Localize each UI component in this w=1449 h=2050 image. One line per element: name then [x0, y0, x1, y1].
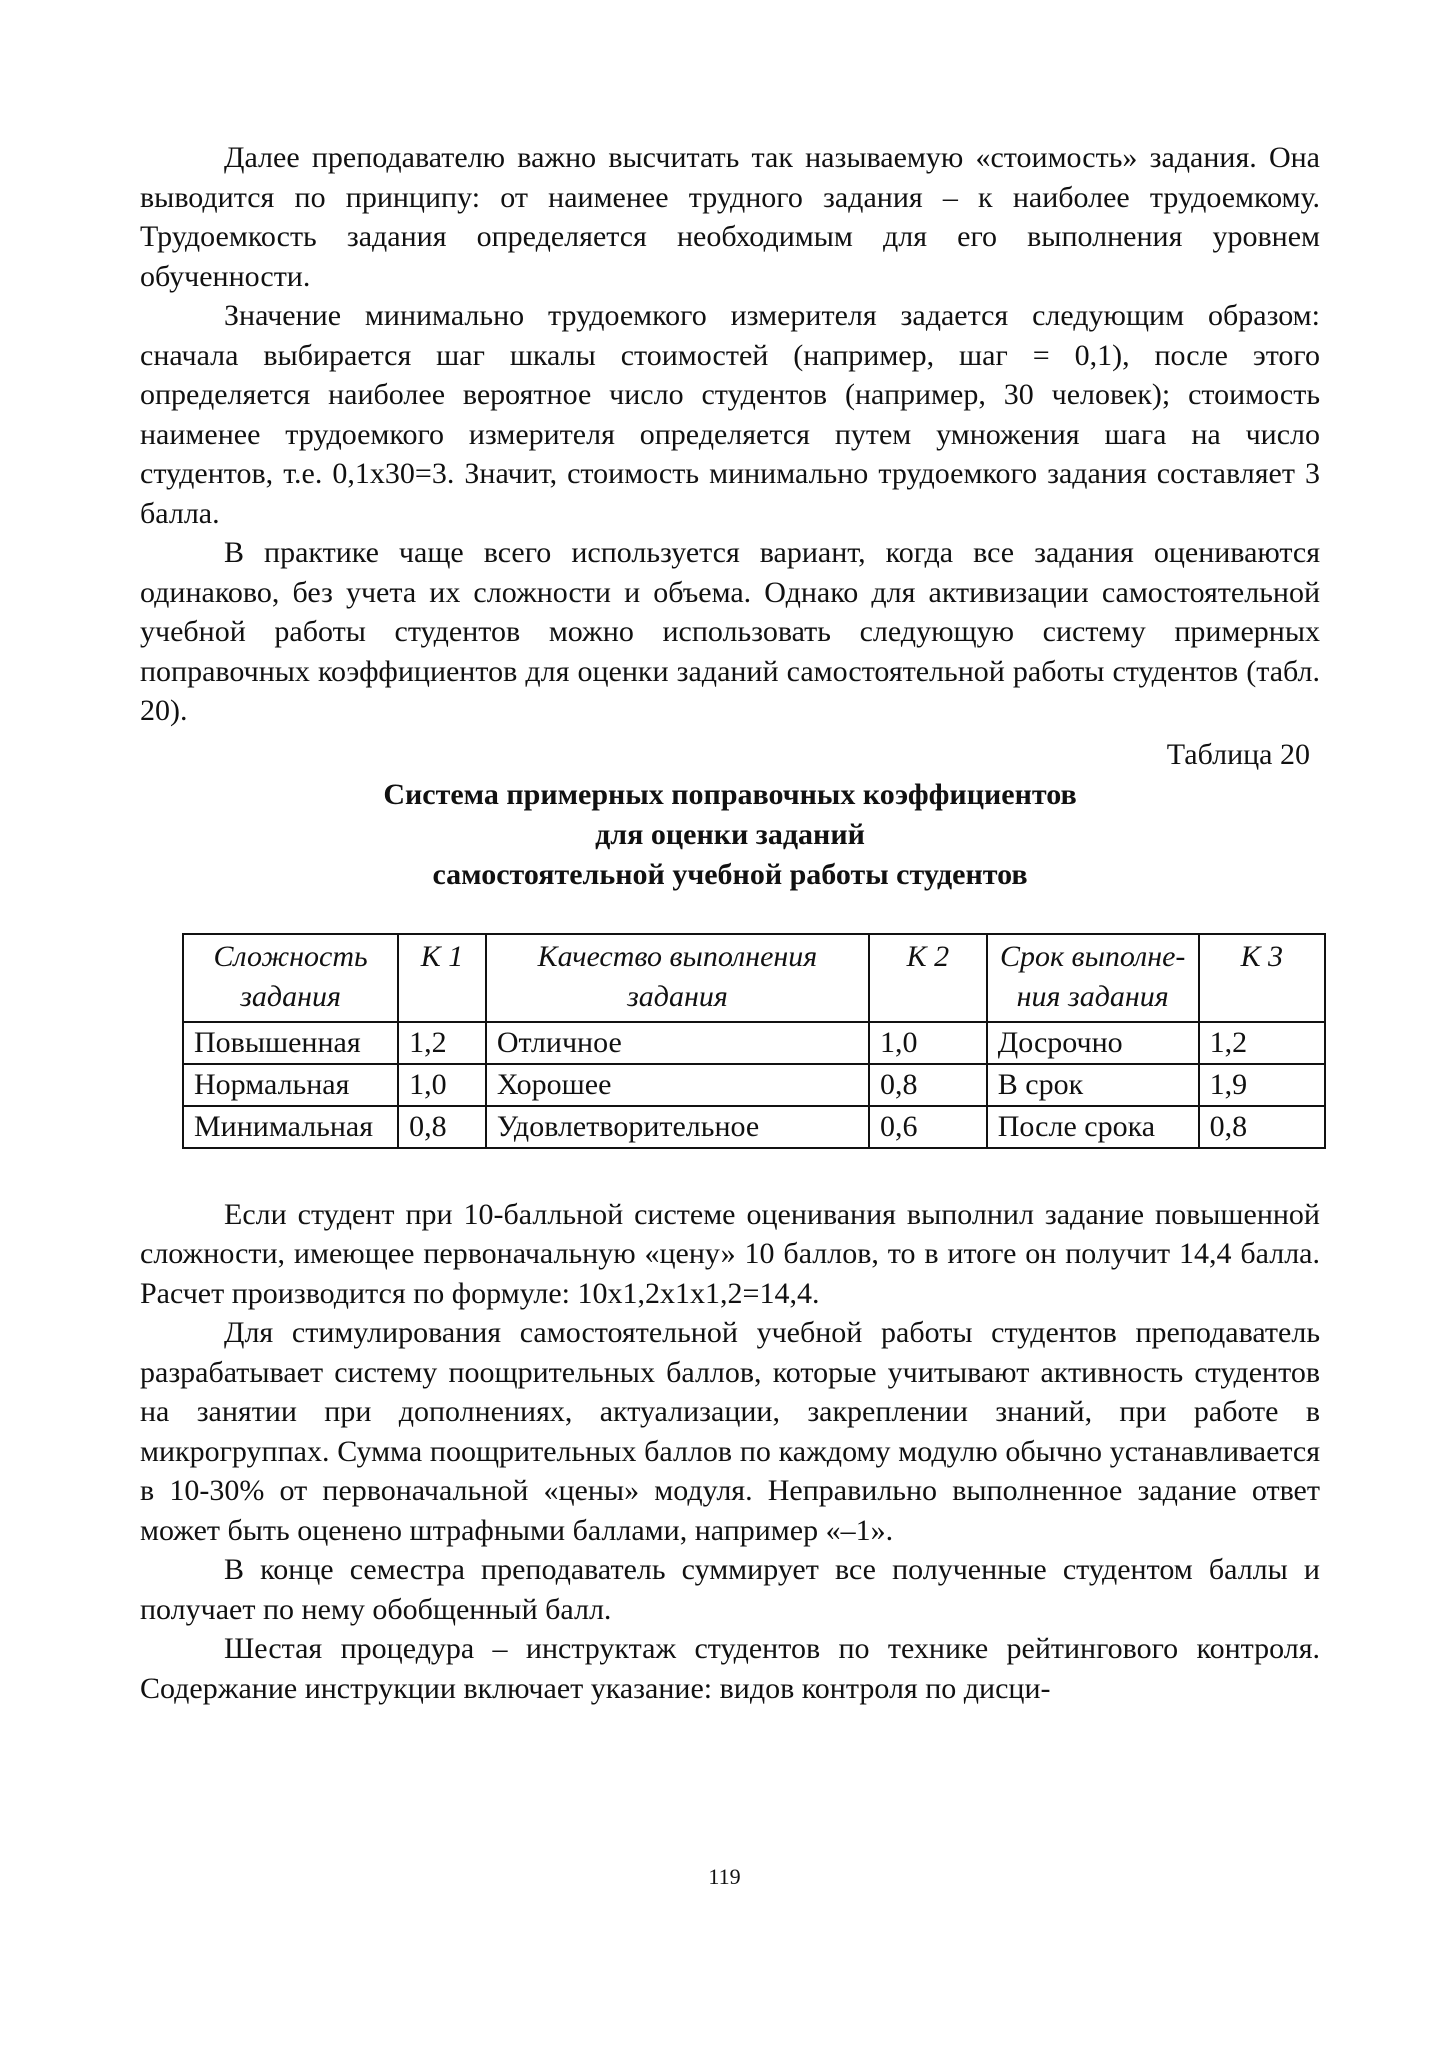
table-cell: 1,0 — [869, 1022, 987, 1064]
table-cell: 1,2 — [398, 1022, 486, 1064]
table-cell: 0,8 — [1199, 1106, 1325, 1148]
table-cell: 1,9 — [1199, 1064, 1325, 1106]
table-cell: Отличное — [486, 1022, 869, 1064]
table-cell: Минимальная — [183, 1106, 398, 1148]
table-header-row — [183, 934, 1325, 1022]
header-k2: К 2 — [869, 934, 987, 1022]
table-cell: Повышенная — [183, 1022, 398, 1064]
coefficient-table — [182, 933, 1326, 1149]
table-row — [183, 1022, 1325, 1064]
header-complexity: Сложность задания — [183, 934, 398, 1022]
table-cell: Нормальная — [183, 1064, 398, 1106]
table-row — [183, 1106, 1325, 1148]
table-cell: 0,8 — [398, 1106, 486, 1148]
table-cell: Досрочно — [987, 1022, 1199, 1064]
paragraph: Для стимулирования самостоятельной учебной работы студентов преподаватель разрабатывает систему поощрительных баллов, которые учитывают активность студентов на занятии при дополнениях, актуализации, закреплении знаний, при работе в микрогруппах. Сумма поощрительных баллов по каждому модулю обычно устанавливается в 10-30% от первоначальной «цены» модуля. Неправильно выполненное задание ответ может быть оценено штрафными баллами, например «–1». — [140, 1316, 1320, 1547]
paragraph: Если студент при 10-балльной системе оценивания выполнил задание повышенной сложности, имеющее первоначальную «цену» 10 баллов, то в итоге он получит 14,4 балла. Расчет производится по формуле: 10х1,2х1х1,2=14,4. — [140, 1197, 1320, 1310]
header-k3: К 3 — [1199, 934, 1325, 1022]
header-k1: К 1 — [398, 934, 486, 1022]
paragraph: В конце семестра преподаватель суммирует все полученные студентом баллы и получает по нему обобщенный балл. — [140, 1553, 1320, 1626]
paragraph: Значение минимально трудоемкого измерителя задается следующим образом: сначала выбирается шаг шкалы стоимостей (например, шаг = 0,1), после этого определяется наиболее вероятное число студентов (например, 30 человек); стоимость наименее трудоемкого измерителя определяется путем умножения шага на число студентов, т.е. 0,1х30=3. Значит, стоимость минимально трудоемкого задания составляет 3 балла. — [140, 299, 1320, 530]
table-cell: 0,6 — [869, 1106, 987, 1148]
table-cell: 1,2 — [1199, 1022, 1325, 1064]
document-page — [140, 138, 1320, 1708]
table-title: Система примерных поправочных коэффициентов для оценки заданий самостоятельной учебной работы студентов — [383, 777, 1077, 891]
paragraph: Шестая процедура – инструктаж студентов по технике рейтингового контроля. Содержание инструкции включает указание: видов контроля по дисци- — [140, 1632, 1320, 1705]
table-caption: Таблица 20 — [1166, 737, 1310, 771]
table-cell: 0,8 — [869, 1064, 987, 1106]
table-cell: После срока — [987, 1106, 1199, 1148]
header-quality: Качество выполнения задания — [486, 934, 869, 1022]
paragraph: Далее преподавателю важно высчитать так называемую «стоимость» задания. Она выводится по принципу: от наименее трудного задания – к наиболее трудоемкому. Трудоемкость задания определяется необходимым для его выполнения уровнем обученности. — [140, 141, 1320, 293]
header-deadline: Срок выполне-ния задания — [987, 934, 1199, 1022]
table-cell: Хорошее — [486, 1064, 869, 1106]
table-cell: Удовлетворительное — [486, 1106, 869, 1148]
page-number: 119 — [708, 1864, 741, 1889]
text-after-table — [140, 1195, 1320, 1709]
table-cell: 1,0 — [398, 1064, 486, 1106]
table-row — [183, 1064, 1325, 1106]
table-cell: В срок — [987, 1064, 1199, 1106]
paragraph: В практике чаще всего используется вариант, когда все задания оцениваются одинаково, без учета их сложности и объема. Однако для активизации самостоятельной учебной работы студентов можно использовать следующую систему примерных поправочных коэффициентов для оценки заданий самостоятельной работы студентов (табл. 20). — [140, 536, 1320, 727]
